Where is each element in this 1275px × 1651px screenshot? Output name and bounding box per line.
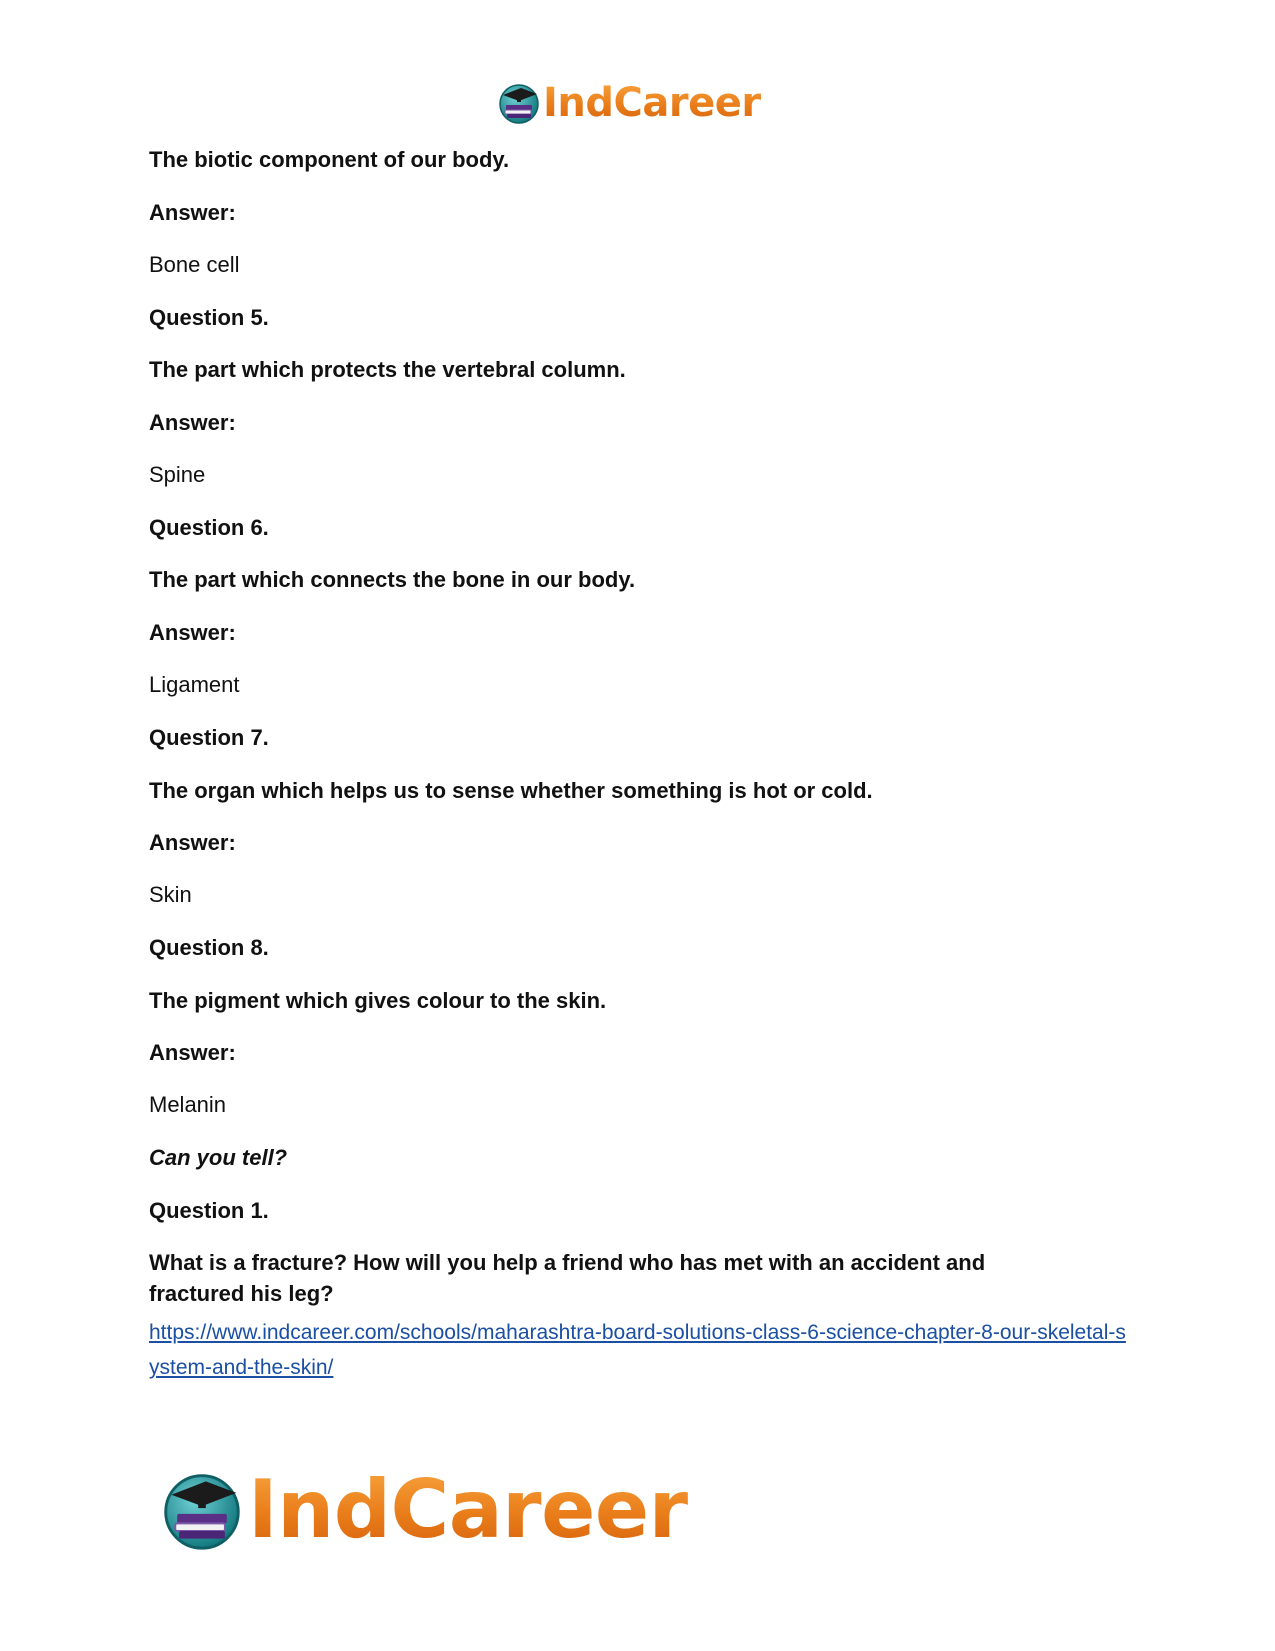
brand-name: IndCareer: [248, 1463, 688, 1556]
question-text: What is a fracture? How will you help a friend who has met with an accident and fractured his leg?: [149, 1250, 986, 1306]
question-heading: Question 6.: [149, 515, 269, 540]
answer-label: Answer:: [149, 200, 236, 225]
header-logo: [497, 78, 761, 128]
question-heading: Question 5.: [149, 305, 269, 330]
question-heading: Question 1.: [149, 1198, 269, 1223]
answer-text: Ligament: [149, 672, 240, 697]
question-text: The part which protects the vertebral column.: [149, 357, 626, 382]
globe-book-icon: [497, 81, 541, 125]
brand-name: IndCareer: [543, 80, 761, 126]
question-text: The organ which helps us to sense whether something is hot or cold.: [149, 778, 873, 803]
section-heading: Can you tell?: [149, 1145, 288, 1170]
question-heading: Question 8.: [149, 935, 269, 960]
answer-label: Answer:: [149, 830, 236, 855]
footer-logo: [160, 1462, 688, 1558]
question-text: The pigment which gives colour to the skin.: [149, 988, 607, 1013]
question-heading: Question 7.: [149, 725, 269, 750]
answer-text: Melanin: [149, 1092, 227, 1117]
answer-label: Answer:: [149, 410, 236, 435]
answer-text: Bone cell: [149, 252, 240, 277]
question-text: The part which connects the bone in our body.: [149, 567, 636, 592]
answer-label: Answer:: [149, 1040, 236, 1065]
source-link[interactable]: https://www.indcareer.com/schools/maharashtra-board-solutions-class-6-science-chapter-8-our-skeletal-system-and-the-skin/: [149, 1321, 1126, 1379]
answer-label: Answer:: [149, 620, 236, 645]
question-4-text: The biotic component of our body.: [149, 147, 510, 172]
answer-text: Spine: [149, 462, 206, 487]
globe-book-icon: [160, 1468, 244, 1552]
answer-text: Skin: [149, 882, 192, 907]
